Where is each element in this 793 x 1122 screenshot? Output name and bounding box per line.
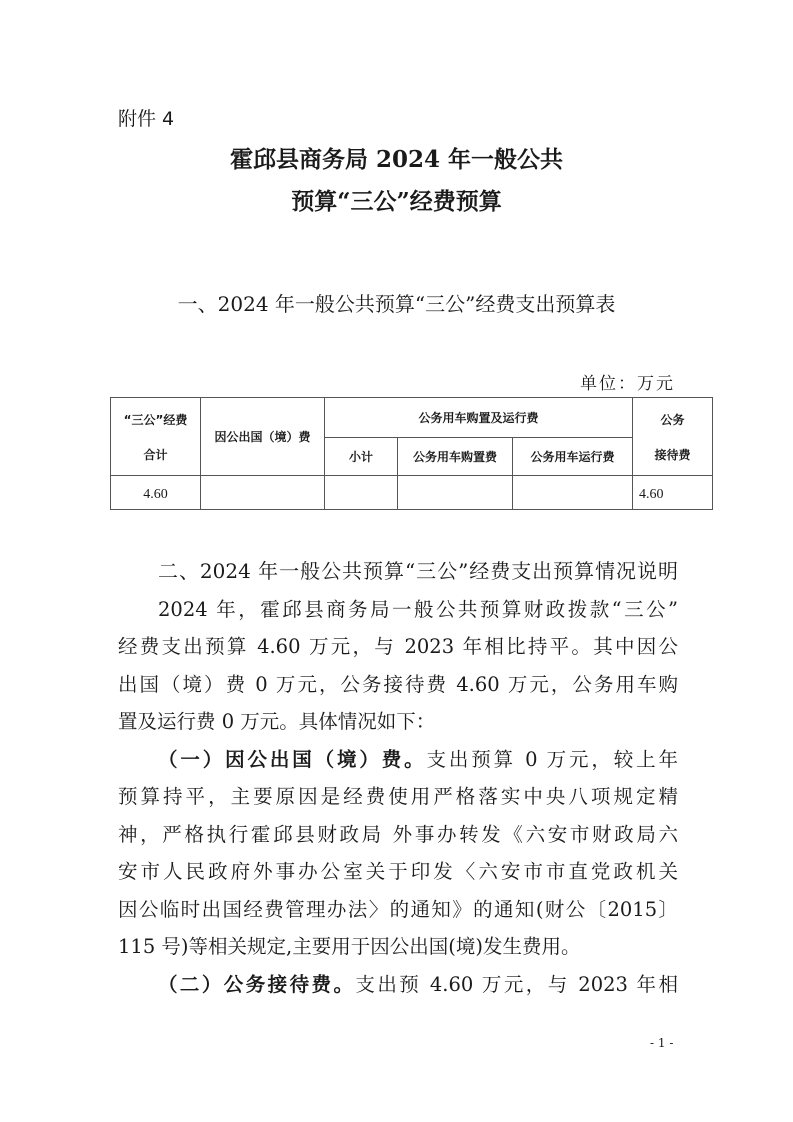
cell-total: 4.60 [111, 476, 201, 510]
header-vehicle-operation: 公务用车运行费 [513, 438, 633, 476]
header-vehicle-group: 公务用车购置及运行费 [325, 398, 633, 438]
unit-label: 单位：万元 [580, 374, 675, 394]
budget-table [110, 397, 713, 510]
intro-line: 2024 年，霍邱县商务局一般公共预算财政拨款“三公” [158, 597, 678, 621]
cell-vehicle-subtotal [325, 476, 398, 510]
item1-heading: （一）因公出国（境）费。 [158, 747, 427, 771]
cell-vehicle-purchase [398, 476, 513, 510]
item1-line: 115 号)等相关规定,主要用于因公出国(境)发生费用。 [118, 935, 581, 958]
header-reception-line2: 接待费 [654, 447, 691, 462]
item2-first-line [118, 966, 678, 1004]
header-reception-line1: 公务 [660, 412, 685, 427]
attachment-label: 附件 4 [118, 108, 175, 130]
intro-line: 出国（境）费 0 万元，公务接待费 4.60 万元，公务用车购 [118, 672, 678, 696]
header-total-line2: 合计 [143, 447, 168, 462]
header-total-line1: “三公”经费 [123, 412, 188, 427]
cell-reception: 4.60 [633, 476, 713, 510]
document-title-line1: 霍邱县商务局 2024 年一般公共 [229, 146, 564, 173]
page-number: - 1 - [650, 1036, 674, 1050]
table-row [111, 476, 713, 510]
item2-first-text: 支出预 4.60 万元，与 2023 年相 [355, 972, 678, 996]
item1-first-text: 支出预算 0 万元，较上年 [426, 747, 678, 771]
item1-line: 预算持平，主要原因是经费使用严格落实中央八项规定精 [118, 785, 678, 808]
item1-first-line [118, 741, 678, 779]
document-title-line2: 预算“三公”经费预算 [291, 188, 502, 215]
cell-overseas [201, 476, 325, 510]
item1-line: 因公临时出国经费管理办法〉的通知》的通知(财公〔2015〕 [118, 897, 678, 921]
item1-line: 安市人民政府外事办公室关于印发〈六安市市直党政机关 [118, 860, 678, 883]
header-vehicle-subtotal: 小计 [325, 438, 398, 476]
cell-vehicle-operation [513, 476, 633, 510]
section2 [118, 553, 678, 1003]
section1-heading: 一、2024 年一般公共预算“三公”经费支出预算表 [177, 292, 616, 316]
intro-line: 经费支出预算 4.60 万元，与 2023 年相比持平。其中因公 [118, 635, 678, 658]
intro-line: 置及运行费 0 万元。具体情况如下： [118, 710, 436, 733]
header-overseas: 因公出国（境）费 [201, 398, 325, 476]
item1-line: 神，严格执行霍邱县财政局 外事办转发《六安市财政局六 [118, 822, 678, 846]
header-total [111, 398, 201, 476]
header-vehicle-purchase: 公务用车购置费 [398, 438, 513, 476]
item2-heading: （二）公务接待费。 [158, 972, 356, 996]
section2-heading: 二、2024 年一般公共预算“三公”经费支出预算情况说明 [158, 559, 678, 583]
header-reception [633, 398, 713, 476]
